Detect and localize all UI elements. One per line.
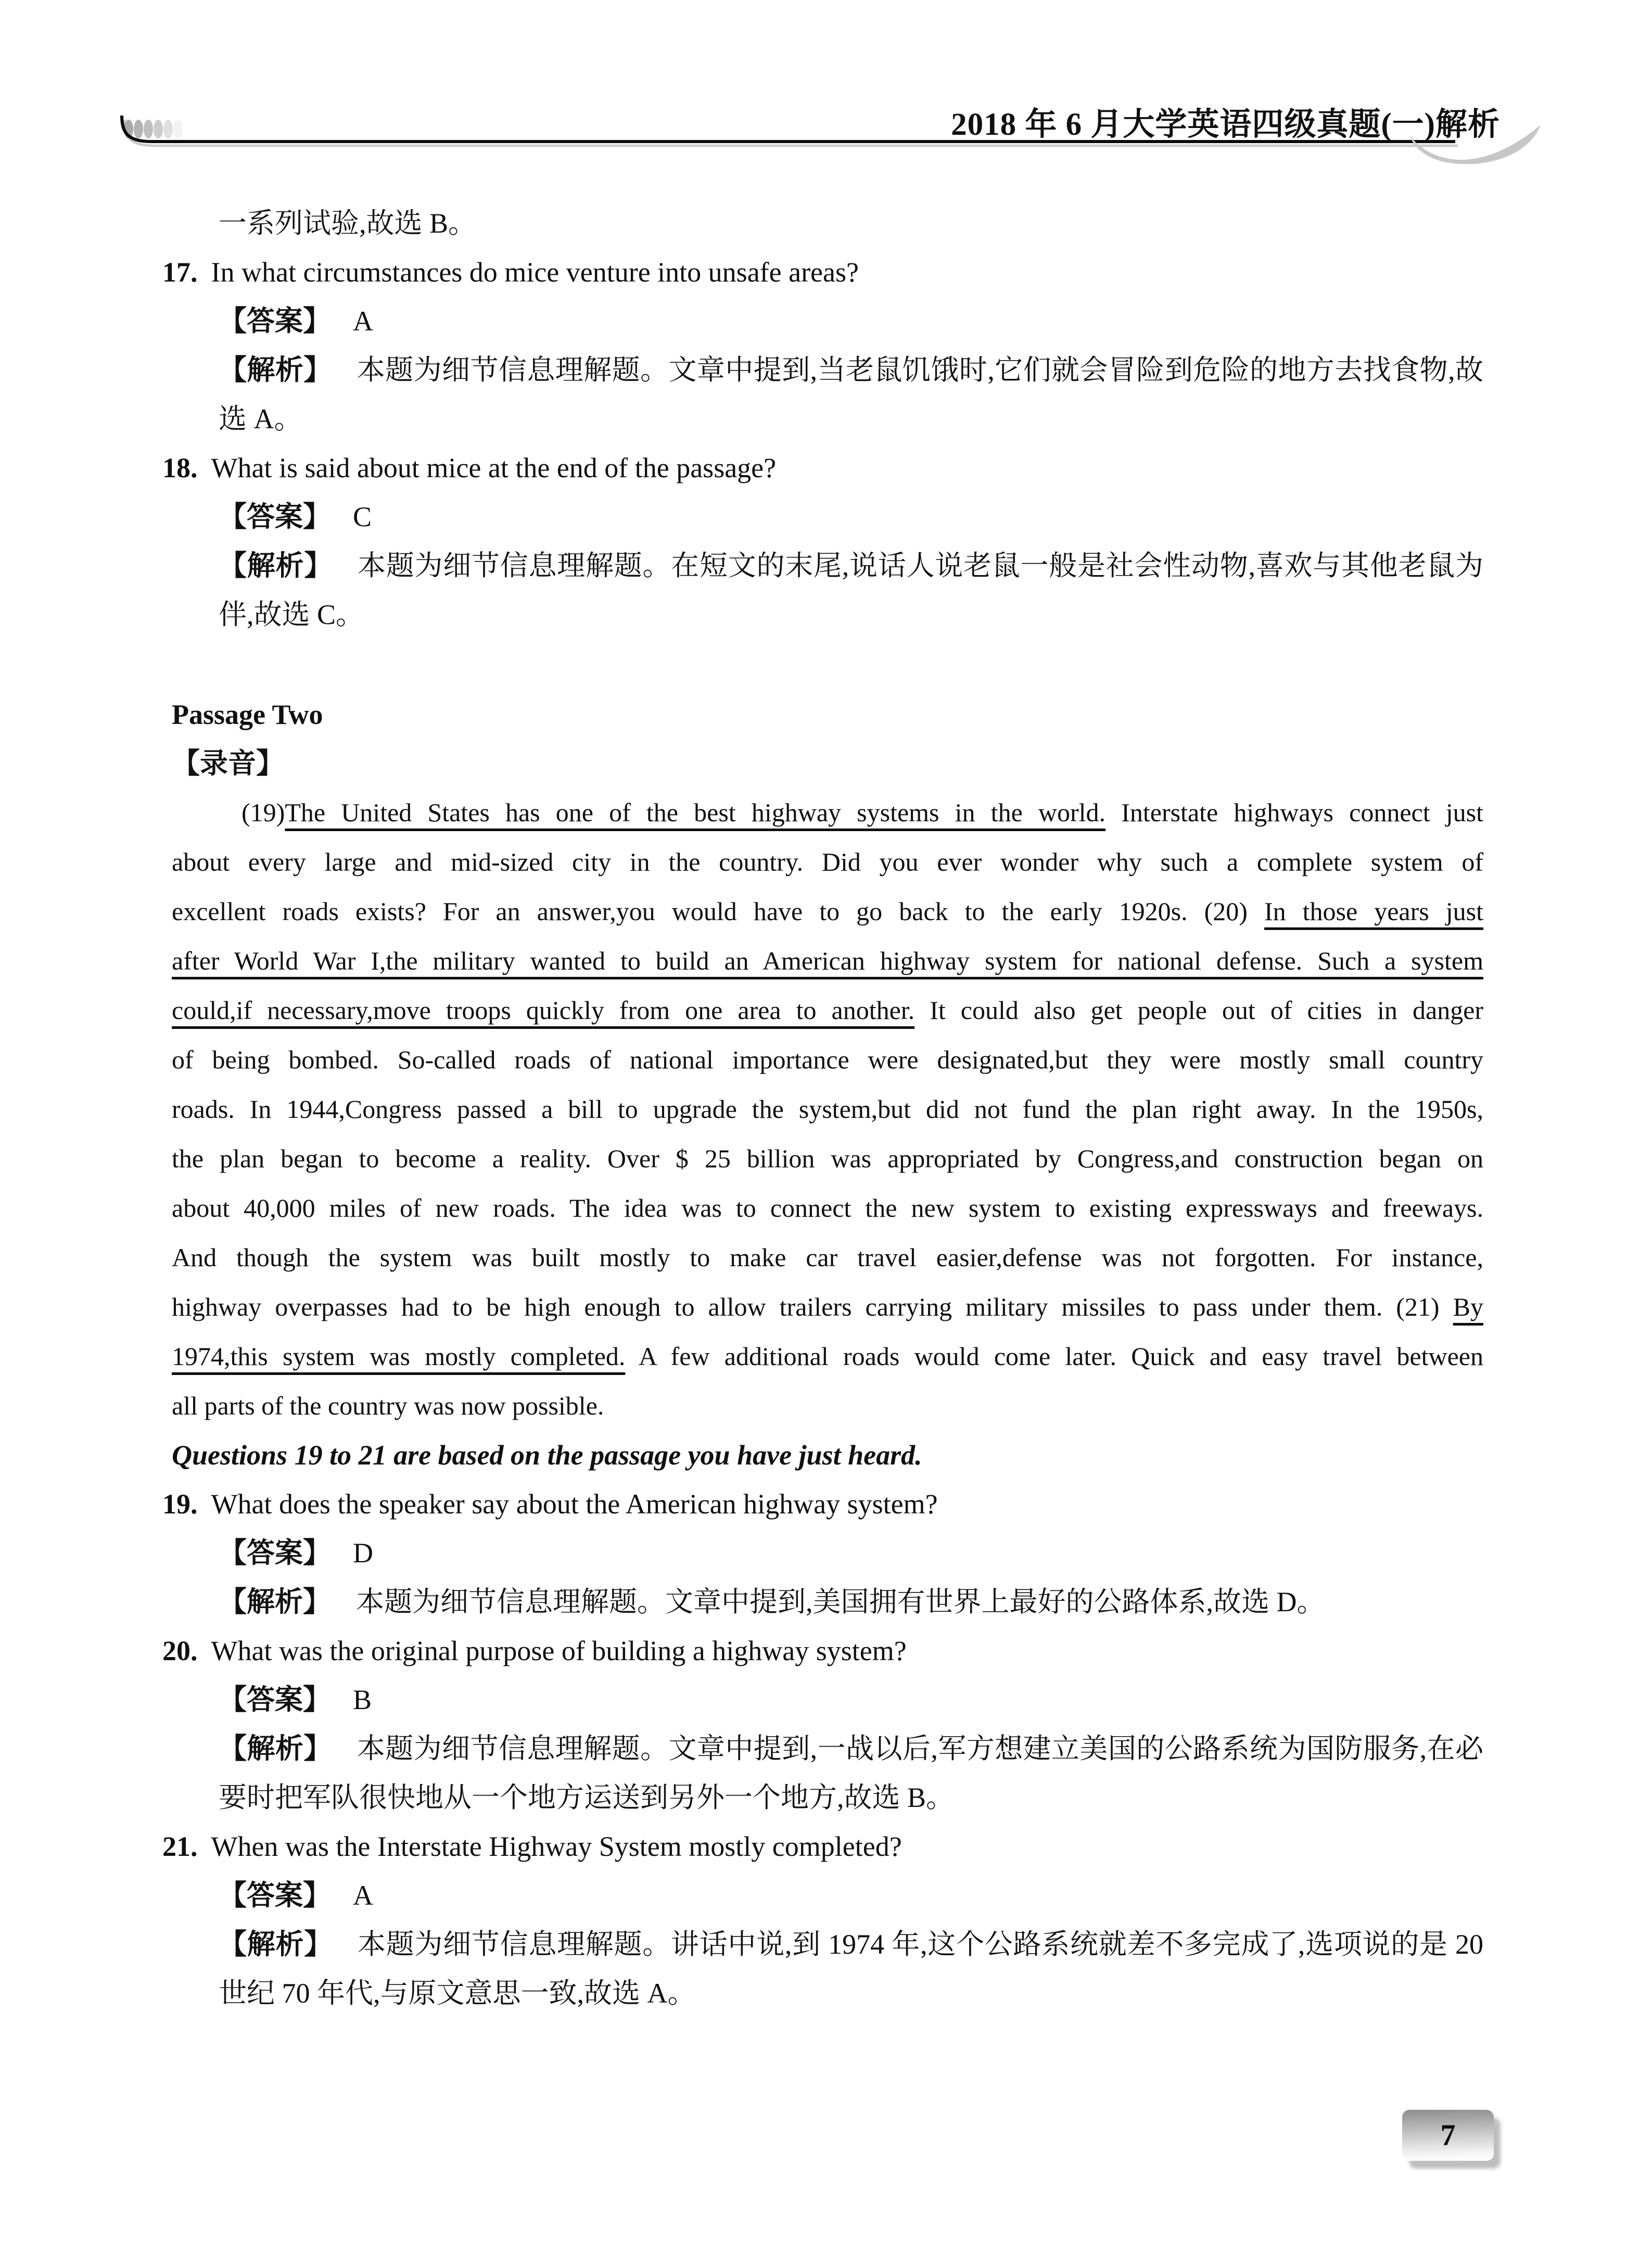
answer-row-19: [172, 1528, 1483, 1577]
passage-line: [172, 887, 1483, 936]
underlined-passage-text: could,if necessary,move troops quickly from one area to another.: [172, 996, 915, 1025]
passage-heading: Passage Two: [172, 699, 323, 730]
question-number: 20.: [162, 1635, 198, 1666]
page-title: 2018 年 6 月大学英语四级真题(一)解析: [951, 107, 1500, 142]
question-17: [162, 248, 1483, 297]
passage-line: [172, 1282, 1483, 1332]
answer-row-20: [172, 1675, 1483, 1724]
passage-text: Interstate highways connect just: [1105, 798, 1483, 827]
passage-body: [172, 788, 1483, 1431]
passage-text: excellent roads exists? For an answer,you would have to go back to the early 1920s. (20): [172, 897, 1264, 926]
analysis-18: [172, 541, 1483, 639]
answer-label: 【答案】: [219, 305, 331, 337]
answer-value: A: [353, 1880, 373, 1911]
analysis-label: 【解析】: [219, 1586, 331, 1617]
answer-label: 【答案】: [219, 1684, 331, 1715]
passage-line: [172, 1332, 1483, 1381]
question-text: What is said about mice at the end of the passage?: [211, 452, 777, 483]
passage-line: [172, 1085, 1483, 1134]
passage-text: It could also get people out of cities in danger: [914, 996, 1483, 1025]
analysis-20: [172, 1724, 1483, 1822]
question-18: [162, 443, 1483, 492]
passage-line: [172, 986, 1483, 1035]
answer-label: 【答案】: [219, 1537, 331, 1569]
underlined-passage-text: 1974,this system was mostly completed.: [172, 1342, 626, 1371]
passage-line: [172, 936, 1483, 986]
analysis-text: 本题为细节信息理解题。文章中提到,一战以后,军方想建立美国的公路系统为国防服务,在必要时把军队很快地从一个地方运送到另外一个地方,故选 B。: [219, 1733, 1483, 1813]
answer-value: A: [353, 305, 373, 337]
question-text: When was the Interstate Highway System mostly completed?: [211, 1831, 902, 1862]
answer-row-18: [172, 492, 1483, 541]
passage-text: the plan began to become a reality. Over $ 25 billion was appropriated by Congress,and construction began on: [172, 1144, 1483, 1173]
answer-value: C: [353, 501, 372, 532]
underlined-passage-text: In those years just: [1264, 897, 1483, 926]
underlined-passage-text: By: [1453, 1292, 1483, 1321]
passage-text: about 40,000 miles of new roads. The idea was to connect the new system to existing expressways and freeways.: [172, 1193, 1483, 1222]
question-19: [162, 1480, 1483, 1528]
passage-text: (19): [242, 798, 285, 827]
answer-value: B: [353, 1684, 372, 1715]
passage-text: of being bombed. So-called roads of national importance were designated,but they were mostly small country: [172, 1045, 1483, 1074]
question-21: [162, 1822, 1483, 1871]
question-20: [162, 1626, 1483, 1675]
analysis-text: 本题为细节信息理解题。讲话中说,到 1974 年,这个公路系统就差不多完成了,选项说的是 20 世纪 70 年代,与原文意思一致,故选 A。: [219, 1929, 1484, 2009]
answer-value: D: [353, 1537, 373, 1569]
underlined-passage-text: The United States has one of the best highway systems in the world.: [285, 798, 1106, 827]
passage-line: [172, 1183, 1483, 1233]
passage-text: highway overpasses had to be high enough to allow trailers carrying military missiles to pass under them. (21): [172, 1292, 1453, 1321]
analysis-label: 【解析】: [219, 1733, 332, 1764]
page-content: [162, 199, 1484, 2018]
analysis-label: 【解析】: [219, 354, 332, 386]
answer-row-17: [172, 297, 1483, 346]
question-text: In what circumstances do mice venture into unsafe areas?: [211, 257, 859, 288]
question-number: 21.: [162, 1831, 198, 1862]
questions-note: Questions 19 to 21 are based on the passage you have just heard.: [172, 1440, 922, 1471]
analysis-21: [172, 1920, 1483, 2018]
analysis-label: 【解析】: [219, 550, 333, 581]
question-text: What does the speaker say about the American highway system?: [211, 1488, 938, 1520]
passage-text: all parts of the country was now possible.: [172, 1391, 604, 1420]
analysis-17: [172, 346, 1483, 443]
analysis-label: 【解析】: [219, 1929, 333, 1960]
analysis-text: 本题为细节信息理解题。在短文的末尾,说话人说老鼠一般是社会性动物,喜欢与其他老鼠为伴,故选 C。: [219, 550, 1483, 630]
answer-label: 【答案】: [219, 1880, 331, 1911]
analysis-text: 本题为细节信息理解题。文章中提到,美国拥有世界上最好的公路体系,故选 D。: [356, 1586, 1325, 1617]
question-number: 18.: [162, 452, 198, 483]
passage-text: A few additional roads would come later. Quick and easy travel between: [625, 1342, 1483, 1371]
passage-text: roads. In 1944,Congress passed a bill to upgrade the system,but did not fund the plan right away. In the 1950s,: [172, 1094, 1483, 1124]
passage-line: [172, 1134, 1483, 1183]
answer-label: 【答案】: [219, 501, 331, 532]
intro-line: 一系列试验,故选 B。: [219, 208, 477, 239]
page-number: 7: [1440, 2118, 1456, 2152]
passage-line: [172, 1381, 1483, 1431]
passage-line: [172, 1035, 1483, 1085]
question-number: 17.: [162, 257, 198, 288]
analysis-19: [172, 1577, 1483, 1626]
answer-row-21: [172, 1871, 1483, 1920]
passage-line: [172, 788, 1483, 837]
page-number-box: [1402, 2110, 1494, 2161]
recording-label: 【录音】: [172, 748, 284, 779]
question-text: What was the original purpose of building a highway system?: [211, 1635, 907, 1666]
question-number: 19.: [162, 1488, 198, 1520]
passage-line: [172, 837, 1483, 887]
passage-line: [172, 1233, 1483, 1282]
passage-text: about every large and mid-sized city in the country. Did you ever wonder why such a complete system of: [172, 847, 1483, 876]
underlined-passage-text: after World War I,the military wanted to build an American highway system for national defense. Such a system: [172, 946, 1483, 975]
analysis-text: 本题为细节信息理解题。文章中提到,当老鼠饥饿时,它们就会冒险到危险的地方去找食物,故选 A。: [219, 354, 1483, 435]
passage-text: And though the system was built mostly to make car travel easier,defense was not forgotten. For instance,: [172, 1243, 1483, 1272]
